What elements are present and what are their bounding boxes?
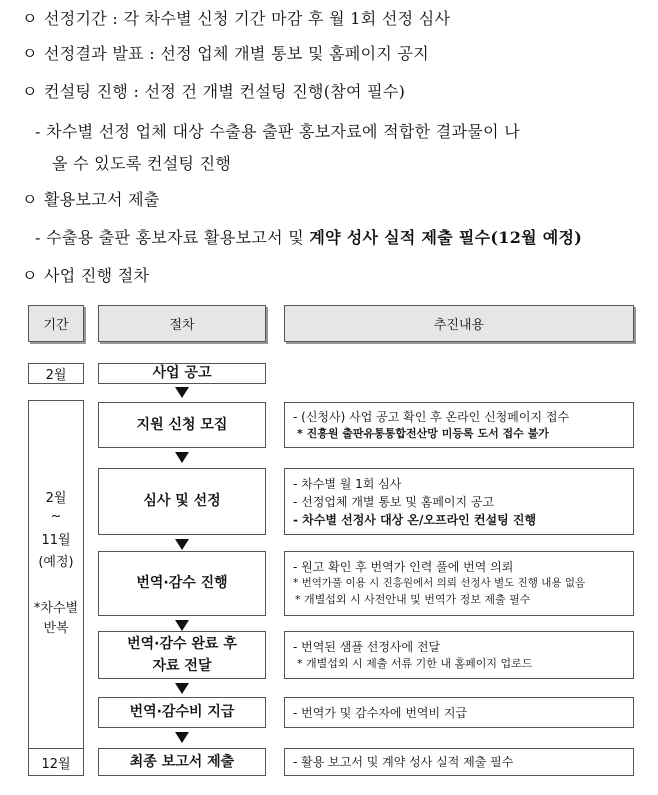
- period-line-tilde: ~: [50, 509, 62, 524]
- content-review: [284, 468, 634, 535]
- content-line: - 원고 확인 후 번역가 인력 풀에 번역 의뢰: [293, 560, 514, 575]
- content-line: - 번역된 샘플 선정사에 전달: [293, 639, 441, 654]
- step-deliver-line1: 번역·감수 완료 후: [127, 635, 237, 652]
- content-deliver: [284, 631, 634, 679]
- step-review: 심사 및 선정: [98, 468, 266, 535]
- down-arrow-icon: [175, 683, 189, 694]
- content-note: * 진흥원 출판유통통합전산망 미등록 도서 접수 불가: [297, 426, 549, 440]
- content-translate: [284, 551, 634, 616]
- report-sub-normal: - 수출용 출판 홍보자료 활용보고서 및: [35, 228, 310, 247]
- consult-sub-line2: 올 수 있도록 컨설팅 진행: [52, 154, 232, 173]
- content-recruit: [284, 402, 634, 448]
- bullet-process: [22, 263, 149, 286]
- step-deliver-line2: 자료 전달: [152, 658, 212, 674]
- step-deliver: [98, 631, 266, 679]
- content-pay: [284, 697, 634, 728]
- bullet-text: 선정결과 발표 : 선정 업체 개별 통보 및 홈페이지 공지: [44, 44, 430, 63]
- bullet-mark: ㅇ: [22, 9, 38, 28]
- period-line-feb: 2월: [45, 491, 67, 506]
- bullet-mark: ㅇ: [22, 190, 38, 209]
- bullet-text: 컨설팅 진행 : 선정 건 개별 컨설팅 진행(참여 필수): [44, 82, 406, 101]
- down-arrow-icon: [175, 620, 189, 631]
- period-line-nov: 11월: [41, 533, 71, 548]
- bullet-report: [22, 187, 160, 210]
- header-procedure: 절차: [98, 305, 266, 342]
- step-final-report: 최종 보고서 제출: [98, 748, 266, 776]
- header-content: 추진내용: [284, 305, 634, 342]
- down-arrow-icon: [175, 452, 189, 463]
- bullet-result-announce: [22, 41, 429, 64]
- down-arrow-icon: [175, 387, 189, 398]
- content-note: * 개별섭외 시 사전안내 및 번역가 정보 제출 필수: [295, 593, 531, 607]
- consult-sub-line1: - 차수별 선정 업체 대상 수출용 출판 홍보자료에 적합한 결과물이 나: [35, 122, 520, 141]
- period-line-repeat: 반복: [43, 621, 69, 636]
- content-line: - 선정업체 개별 통보 및 홈페이지 공고: [293, 494, 495, 509]
- step-recruit: 지원 신청 모집: [98, 402, 266, 448]
- down-arrow-icon: [175, 732, 189, 743]
- content-note: * 번역가풀 이용 시 진흥원에서 의뢰 선정사 별도 진행 내용 없음: [293, 577, 586, 590]
- step-pay: 번역·감수비 지급: [98, 697, 266, 728]
- content-note: * 개별섭외 시 제출 서류 기한 내 홈페이지 업로드: [297, 656, 533, 670]
- period-feb: 2월: [28, 363, 84, 384]
- report-sub-bold: 계약 성사 실적 제출 필수(12월 예정): [309, 228, 583, 247]
- step-translate: 번역·감수 진행: [98, 551, 266, 616]
- step-announce: 사업 공고: [98, 363, 266, 384]
- content-line: - 차수별 월 1회 심사: [293, 476, 402, 491]
- bullet-text: 활용보고서 제출: [44, 190, 160, 209]
- content-line: - (신청사) 사업 공고 확인 후 온라인 신청페이지 접수: [293, 409, 570, 424]
- content-final-report: [284, 748, 634, 776]
- content-line: - 차수별 선정사 대상 온/오프라인 컨설팅 진행: [293, 512, 537, 527]
- bullet-selection-period: [22, 6, 450, 29]
- down-arrow-icon: [175, 539, 189, 550]
- bullet-consulting: [22, 79, 405, 102]
- bullet-mark: ㅇ: [22, 266, 38, 285]
- bullet-mark: ㅇ: [22, 44, 38, 63]
- header-period: 기간: [28, 305, 84, 342]
- content-line: - 활용 보고서 및 계약 성사 실적 제출 필수: [293, 755, 514, 769]
- period-line-per-round: *차수별: [33, 601, 79, 616]
- content-line: - 번역가 및 감수자에 번역비 지급: [293, 705, 468, 720]
- bullet-text: 선정기간 : 각 차수별 신청 기간 마감 후 월 1회 선정 심사: [44, 9, 451, 28]
- bullet-text: 사업 진행 절차: [44, 266, 150, 285]
- report-sub: [35, 225, 582, 248]
- period-dec: 12월: [28, 748, 84, 776]
- period-feb-nov: [28, 400, 84, 758]
- period-line-planned: (예정): [38, 555, 74, 570]
- bullet-mark: ㅇ: [22, 82, 38, 101]
